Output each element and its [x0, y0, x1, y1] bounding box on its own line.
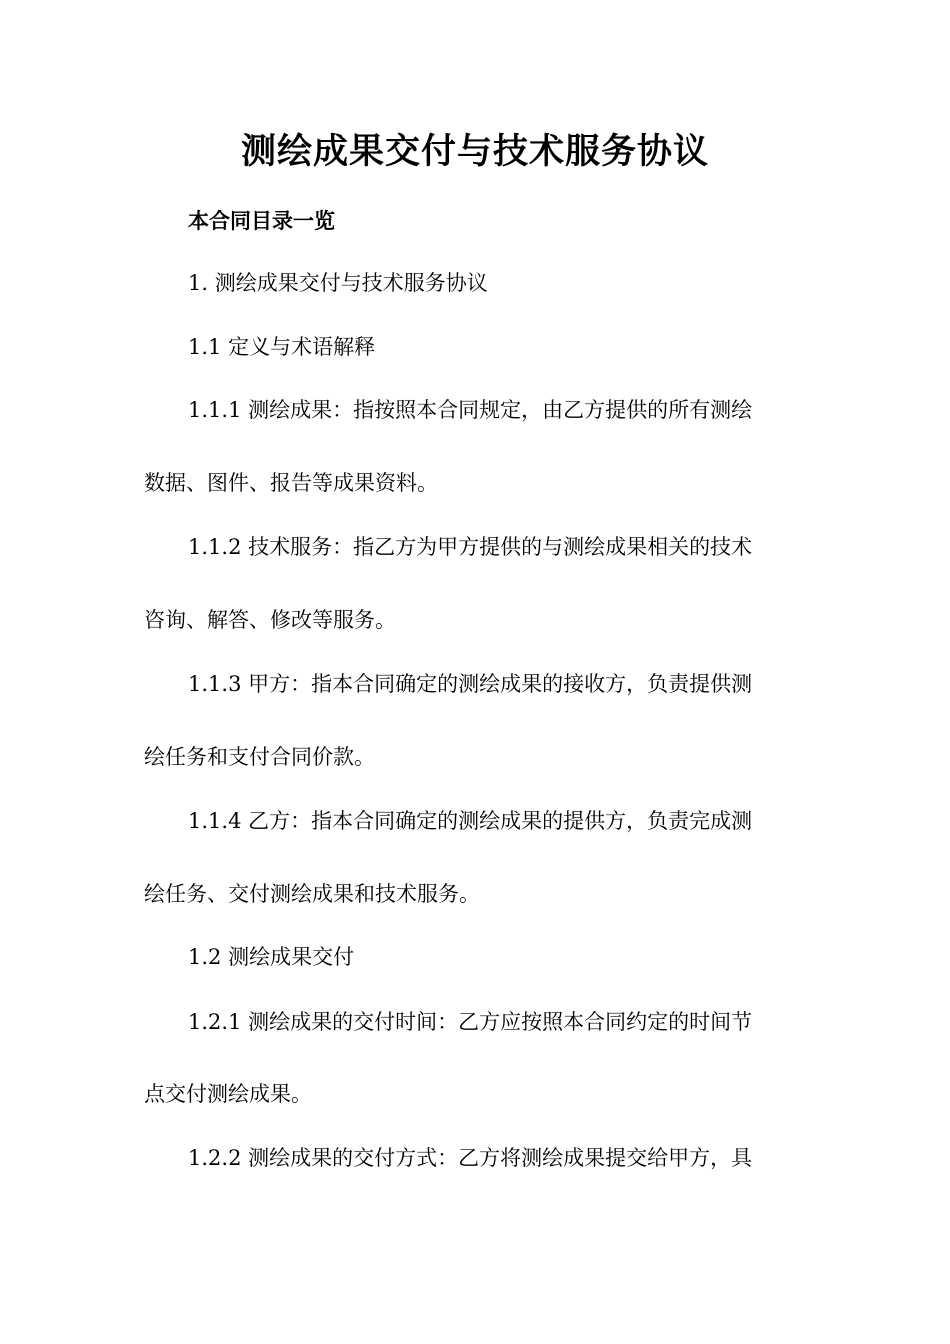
toc-line-1-1: 1.1 定义与术语解释 [188, 335, 376, 359]
clause-1-1-2-line-1: 1.1.2 技术服务：指乙方为甲方提供的与测绘成果相关的技术 [188, 535, 753, 559]
clause-1-1-3-line-1: 1.1.3 甲方：指本合同确定的测绘成果的接收方，负责提供测 [188, 672, 753, 696]
clause-1-1-4-line-2: 绘任务、交付测绘成果和技术服务。 [144, 882, 480, 906]
clause-1-2-1-line-1: 1.2.1 测绘成果的交付时间：乙方应按照本合同约定的时间节 [188, 1010, 753, 1034]
toc-heading: 本合同目录一览 [188, 208, 335, 233]
clause-1-2-1-line-2: 点交付测绘成果。 [144, 1082, 312, 1106]
section-1-2-heading: 1.2 测绘成果交付 [188, 945, 355, 969]
clause-1-1-1-line-1: 1.1.1 测绘成果：指按照本合同规定，由乙方提供的所有测绘 [188, 398, 753, 422]
clause-1-1-4-line-1: 1.1.4 乙方：指本合同确定的测绘成果的提供方，负责完成测 [188, 809, 753, 833]
toc-line-1: 1. 测绘成果交付与技术服务协议 [188, 271, 488, 295]
document-title: 测绘成果交付与技术服务协议 [240, 131, 709, 172]
clause-1-2-2-line-1: 1.2.2 测绘成果的交付方式：乙方将测绘成果提交给甲方，具 [188, 1146, 753, 1170]
clause-1-1-1-line-2: 数据、图件、报告等成果资料。 [144, 471, 438, 495]
clause-1-1-3-line-2: 绘任务和支付合同价款。 [144, 745, 375, 769]
clause-1-1-2-line-2: 咨询、解答、修改等服务。 [144, 608, 396, 632]
